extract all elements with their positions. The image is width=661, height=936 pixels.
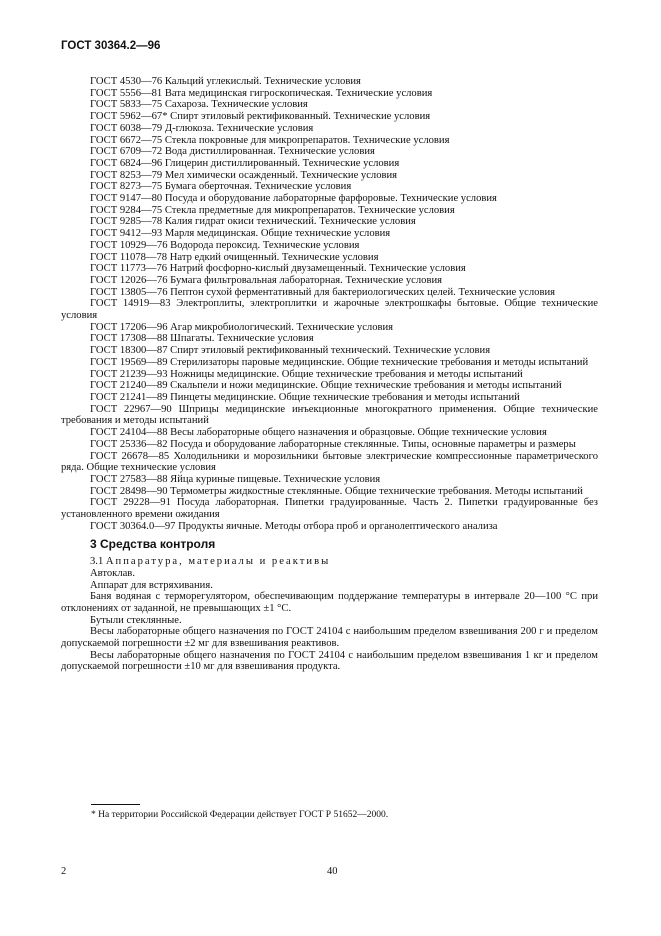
normative-references-list: [61, 76, 598, 532]
reference-item: ГОСТ 8253—79 Мел химически осажденный. Технические условия: [90, 169, 398, 181]
reference-item: ГОСТ 8273—75 Бумага оберточная. Технические условия: [90, 181, 352, 193]
reference-item: ГОСТ 24104—88 Весы лабораторные общего назначения и образцовые. Общие технические условия: [90, 427, 547, 439]
reference-item: ГОСТ 29228—91 Посуда лабораторная. Пипетки градуированные. Часть 2. Пипетки градуированные без установленного времени ожидания: [61, 497, 598, 521]
reference-item: ГОСТ 14919—83 Электроплиты, электроплитки и жарочные электрошкафы бытовые. Общие технические условия: [61, 298, 598, 322]
reference-item: ГОСТ 6709—72 Вода дистиллированная. Технические условия: [90, 146, 375, 158]
document-header: ГОСТ 30364.2—96: [61, 40, 161, 52]
reference-item: ГОСТ 12026—76 Бумага фильтровальная лабораторная. Технические условия: [90, 274, 442, 286]
page-number-center: 40: [327, 866, 338, 877]
reference-item: ГОСТ 4530—76 Кальций углекислый. Технические условия: [90, 76, 361, 87]
reference-item: ГОСТ 5833—75 Сахароза. Технические условия: [90, 99, 308, 111]
reference-item: ГОСТ 6672—75 Стекла покровные для микропрепаратов. Технические условия: [90, 134, 450, 146]
equipment-paragraph: Весы лабораторные общего назначения по ГОСТ 24104 с наибольшим пределом взвешивания 200 г и пределом допускаемой погрешности ±2 мг для взвешивания реактивов.: [61, 626, 598, 650]
reference-item: ГОСТ 26678—85 Холодильники и морозильники бытовые электрические компрессионные параметрического ряда. Общие технические условия: [61, 450, 598, 474]
reference-item: ГОСТ 19569—89 Стерилизаторы паровые медицинские. Общие технические требования и методы испытаний: [90, 356, 589, 368]
reference-item: ГОСТ 9285—78 Калия гидрат окиси технический. Технические условия: [90, 216, 416, 228]
reference-item: ГОСТ 17308—88 Шпагаты. Технические условия: [90, 333, 314, 345]
reference-item: ГОСТ 25336—82 Посуда и оборудование лабораторные стеклянные. Типы, основные параметры и размеры: [90, 438, 576, 450]
reference-item: ГОСТ 17206—96 Агар микробиологический. Технические условия: [90, 321, 394, 333]
equipment-paragraph: Весы лабораторные общего назначения по ГОСТ 24104 с наибольшим пределом взвешивания 1 кг и пределом допускаемой погрешности ±10 мг для взвешивания продукта.: [61, 649, 598, 673]
reference-item: ГОСТ 28498—90 Термометры жидкостные стеклянные. Общие технические требования. Методы испытаний: [90, 485, 583, 497]
reference-item: ГОСТ 5962—67* Спирт этиловый ректификованный. Технические условия: [90, 111, 431, 123]
footnote: * На территории Российской Федерации действует ГОСТ Р 51652—2000.: [91, 810, 389, 820]
reference-item: ГОСТ 21241—89 Пинцеты медицинские. Общие технические требования и методы испытаний: [90, 391, 520, 403]
reference-item: ГОСТ 9284—75 Стекла предметные для микропрепаратов. Технические условия: [90, 204, 455, 216]
reference-item: ГОСТ 13805—76 Пептон сухой ферментативный для бактериологических целей. Технические условия: [90, 286, 555, 298]
equipment-paragraph: Автоклав.: [90, 567, 135, 579]
reference-item: ГОСТ 21239—93 Ножницы медицинские. Общие технические требования и методы испытаний: [90, 368, 523, 380]
reference-item: ГОСТ 22967—90 Шприцы медицинские инъекционные многократного применения. Общие технические требования и методы испытаний: [61, 403, 598, 427]
reference-item: ГОСТ 21240—89 Скальпели и ножи медицинские. Общие технические требования и методы испытаний: [90, 380, 562, 392]
subsection-heading: [61, 556, 598, 568]
subsection-number: 3.1: [90, 556, 104, 568]
reference-item: ГОСТ 9412—93 Марля медицинская. Общие технические условия: [90, 228, 391, 240]
page-number-left: 2: [61, 866, 67, 877]
document-body: [61, 76, 598, 673]
reference-item: ГОСТ 11773—76 Натрий фосфорно-кислый двузамещенный. Технические условия: [90, 263, 466, 275]
reference-item: ГОСТ 5556—81 Вата медицинская гигроскопическая. Технические условия: [90, 87, 433, 99]
section-heading: 3 Средства контроля: [90, 537, 216, 552]
reference-item: ГОСТ 9147—80 Посуда и оборудование лабораторные фарфоровые. Технические условия: [90, 193, 497, 205]
reference-item: ГОСТ 6824—96 Глицерин дистиллированный. Технические условия: [90, 157, 400, 169]
reference-item: ГОСТ 27583—88 Яйца куриные пищевые. Технические условия: [90, 473, 381, 485]
equipment-paragraph: Бутыли стеклянные.: [90, 614, 182, 626]
reference-item: ГОСТ 11078—78 Натр едкий очищенный. Технические условия: [90, 251, 379, 263]
reference-item: ГОСТ 6038—79 Д-глюкоза. Технические условия: [90, 122, 314, 134]
subsection-title: Аппаратура, материалы и реактивы: [105, 556, 331, 568]
reference-item: ГОСТ 30364.0—97 Продукты яичные. Методы отбора проб и органолептического анализа: [90, 520, 498, 532]
reference-item: ГОСТ 10929—76 Водорода пероксид. Технические условия: [90, 239, 360, 251]
equipment-paragraph: Аппарат для встряхивания.: [90, 579, 213, 591]
reference-item: ГОСТ 18300—87 Спирт этиловый ректификованный технический. Технические условия: [90, 345, 491, 357]
footnote-divider: [91, 804, 140, 805]
equipment-paragraph: Баня водяная с терморегулятором, обеспечивающим поддержание температуры в интервале 20—100 °С при отклонениях от заданной, не превышающих ±1 °С.: [61, 591, 598, 614]
